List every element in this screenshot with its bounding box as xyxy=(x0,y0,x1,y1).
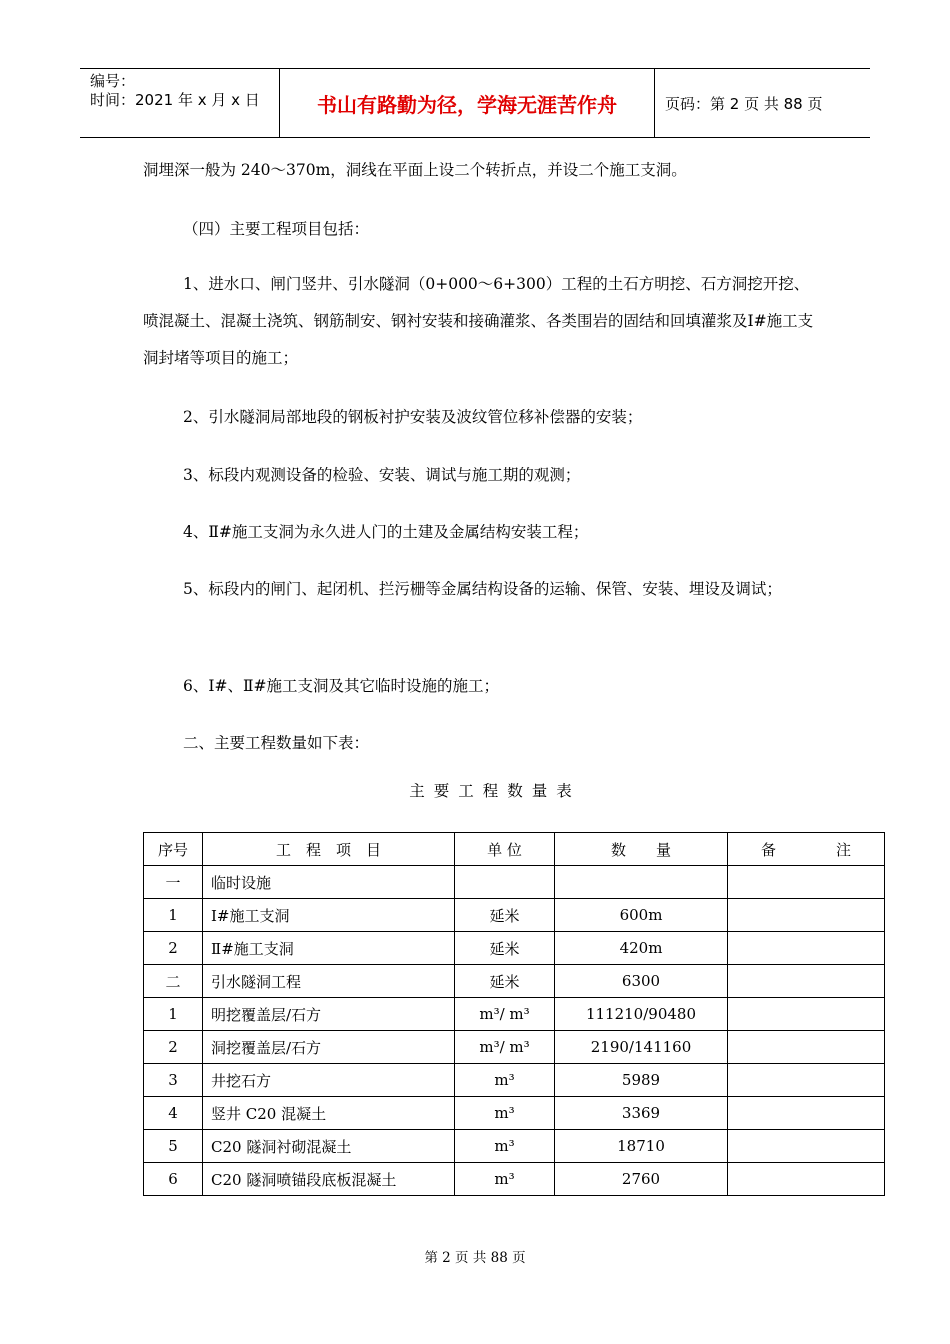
page-header xyxy=(80,68,870,138)
table-row xyxy=(144,1031,885,1064)
header-motto: 书山有路勤为径，学海无涯苦作舟 xyxy=(280,69,655,137)
row-item-cell: C20 隧洞喷锚段底板混凝土 xyxy=(203,1163,455,1196)
table-row xyxy=(144,1130,885,1163)
row-unit-cell: m³/ m³ xyxy=(455,1031,555,1064)
row-quantity-cell: 2190/141160 xyxy=(555,1031,728,1064)
page-footer: 第 2 页 共 88 页 xyxy=(424,1250,526,1266)
time-label: 时间：2021 年 x 月 x 日 xyxy=(90,91,260,109)
paragraph-2: （四）主要工程项目包括： xyxy=(183,220,370,238)
row-remark-cell xyxy=(728,1031,885,1064)
table-row xyxy=(144,899,885,932)
row-index-cell: 6 xyxy=(144,1163,203,1196)
row-remark-cell xyxy=(728,998,885,1031)
quantity-table xyxy=(143,832,885,1196)
row-quantity-cell: 3369 xyxy=(555,1097,728,1130)
row-index-cell: 2 xyxy=(144,1031,203,1064)
row-index-cell: 二 xyxy=(144,965,203,998)
paragraph-5: 3、标段内观测设备的检验、安装、调试与施工期的观测； xyxy=(183,466,581,484)
table-row xyxy=(144,866,885,899)
table-header-row xyxy=(144,833,885,866)
header-page-info: 页码：第 2 页 共 88 页 xyxy=(665,94,823,113)
header-cell-index: 序号 xyxy=(144,833,203,866)
paragraph-8: 6、Ⅰ#、Ⅱ#施工支洞及其它临时设施的施工； xyxy=(183,677,499,695)
row-remark-cell xyxy=(728,899,885,932)
row-quantity-cell: 111210/90480 xyxy=(555,998,728,1031)
paragraph-7: 5、标段内的闸门、起闭机、拦污栅等金属结构设备的运输、保管、安装、埋设及调试； xyxy=(183,580,782,598)
row-item-cell: Ⅱ#施工支洞 xyxy=(203,932,455,965)
row-index-cell: 一 xyxy=(144,866,203,899)
row-remark-cell xyxy=(728,932,885,965)
table-row xyxy=(144,1097,885,1130)
number-label: 编号： xyxy=(90,72,136,90)
row-unit-cell: m³ xyxy=(455,1163,555,1196)
table-row xyxy=(144,1163,885,1196)
paragraph-4: 2、引水隧洞局部地段的钢板衬护安装及波纹管位移补偿器的安装； xyxy=(183,408,643,426)
row-quantity-cell: 600m xyxy=(555,899,728,932)
row-quantity-cell: 18710 xyxy=(555,1130,728,1163)
row-unit-cell: m³/ m³ xyxy=(455,998,555,1031)
paragraph-9: 二、主要工程数量如下表： xyxy=(183,734,370,752)
row-quantity-cell: 420m xyxy=(555,932,728,965)
row-remark-cell xyxy=(728,1097,885,1130)
row-item-cell: 井挖石方 xyxy=(203,1064,455,1097)
row-quantity-cell: 6300 xyxy=(555,965,728,998)
row-remark-cell xyxy=(728,1130,885,1163)
row-unit-cell xyxy=(455,866,555,899)
row-item-cell: C20 隧洞衬砌混凝土 xyxy=(203,1130,455,1163)
paragraph-6: 4、Ⅱ#施工支洞为永久进人门的土建及金属结构安装工程； xyxy=(183,523,589,541)
row-item-cell: 临时设施 xyxy=(203,866,455,899)
header-cell-remark: 备 注 xyxy=(728,833,885,866)
row-item-cell: Ⅰ#施工支洞 xyxy=(203,899,455,932)
row-unit-cell: m³ xyxy=(455,1130,555,1163)
row-quantity-cell: 2760 xyxy=(555,1163,728,1196)
header-meta xyxy=(80,69,280,137)
table-row xyxy=(144,1064,885,1097)
table-title: 主要工程数量表 xyxy=(409,782,581,800)
row-remark-cell xyxy=(728,1163,885,1196)
table-row xyxy=(144,932,885,965)
row-remark-cell xyxy=(728,965,885,998)
row-unit-cell: 延米 xyxy=(455,965,555,998)
row-item-cell: 引水隧洞工程 xyxy=(203,965,455,998)
row-index-cell: 1 xyxy=(144,998,203,1031)
row-index-cell: 5 xyxy=(144,1130,203,1163)
row-remark-cell xyxy=(728,1064,885,1097)
row-index-cell: 3 xyxy=(144,1064,203,1097)
header-cell-quantity: 数 量 xyxy=(555,833,728,866)
header-cell-unit: 单 位 xyxy=(455,833,555,866)
row-remark-cell xyxy=(728,866,885,899)
quantity-table-body xyxy=(144,833,885,1196)
row-unit-cell: 延米 xyxy=(455,899,555,932)
row-item-cell: 洞挖覆盖层/石方 xyxy=(203,1031,455,1064)
row-index-cell: 4 xyxy=(144,1097,203,1130)
table-row xyxy=(144,965,885,998)
paragraph-1: 洞埋深一般为 240～370m，洞线在平面上设二个转折点，并设二个施工支洞。 xyxy=(143,161,687,179)
header-cell-item: 工 程 项 目 xyxy=(203,833,455,866)
row-unit-cell: m³ xyxy=(455,1064,555,1097)
row-quantity-cell xyxy=(555,866,728,899)
paragraph-3: 1、进水口、闸门竖井、引水隧洞（0+000～6+300）工程的土石方明挖、石方洞挖开挖、喷混凝土、混凝土浇筑、钢筋制安、钢衬安装和接确灌浆、各类围岩的固结和回填灌浆及Ⅰ#施工支洞封堵等项目的施工； xyxy=(143,275,814,367)
row-quantity-cell: 5989 xyxy=(555,1064,728,1097)
row-index-cell: 1 xyxy=(144,899,203,932)
row-item-cell: 竖井 C20 混凝土 xyxy=(203,1097,455,1130)
row-unit-cell: 延米 xyxy=(455,932,555,965)
row-index-cell: 2 xyxy=(144,932,203,965)
table-row xyxy=(144,998,885,1031)
row-unit-cell: m³ xyxy=(455,1097,555,1130)
row-item-cell: 明挖覆盖层/石方 xyxy=(203,998,455,1031)
